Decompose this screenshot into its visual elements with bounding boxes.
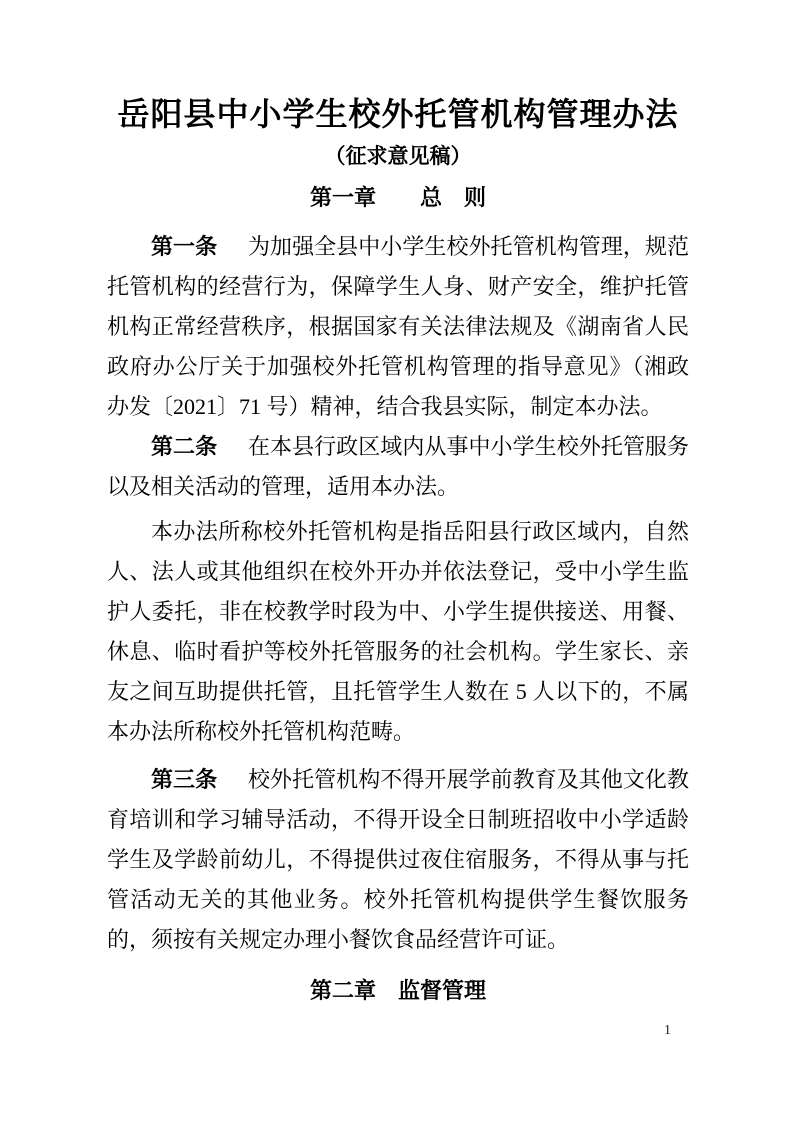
page-number: 1	[664, 1023, 671, 1038]
chapter-2-heading: 第二章 监督管理	[309, 978, 486, 1003]
chapter-1-heading: 第一章 总 则	[309, 185, 486, 210]
document-subtitle: （征求意见稿）	[324, 144, 472, 168]
article-3-paragraph	[107, 760, 689, 960]
article-1-text: 为加强全县中小学生校外托管机构管理，规范托管机构的经营行为，保障学生人身、财产安全，维护托管机构正常经营秩序，根据国家有关法律法规及《湖南省人民政府办公厅关于加强校外托管机构管理的指导意见》（湘政办发〔2021〕71 号）精神，结合我县实际，制定本办法。	[107, 234, 689, 419]
article-2-text: 在本县行政区域内从事中小学生校外托管服务以及相关活动的管理，适用本办法。	[107, 434, 689, 499]
definition-paragraph-text: 本办法所称校外托管机构是指岳阳县行政区域内，自然人、法人或其他组织在校外开办并依法登记，受中小学生监护人委托，非在校教学时段为中、小学生提供接送、用餐、休息、临时看护等校外托管服务的社会机构。学生家长、亲友之间互助提供托管，且托管学生人数在 5 人以下的，不属本办法所称校外托管机构范畴。	[107, 519, 689, 744]
article-3-label: 第三条	[151, 767, 218, 792]
article-1-label: 第一条	[151, 234, 218, 259]
article-2-paragraph	[107, 427, 689, 507]
definition-paragraph	[107, 512, 689, 752]
document-title: 岳阳县中小学生校外托管机构管理办法	[117, 96, 679, 132]
article-2-label: 第二条	[151, 434, 218, 459]
article-1-paragraph	[107, 227, 689, 427]
article-3-text: 校外托管机构不得开展学前教育及其他文化教育培训和学习辅导活动，不得开设全日制班招收中小学适龄学生及学龄前幼儿，不得提供过夜住宿服务，不得从事与托管活动无关的其他业务。校外托管机构提供学生餐饮服务的，须按有关规定办理小餐饮食品经营许可证。	[107, 767, 689, 952]
